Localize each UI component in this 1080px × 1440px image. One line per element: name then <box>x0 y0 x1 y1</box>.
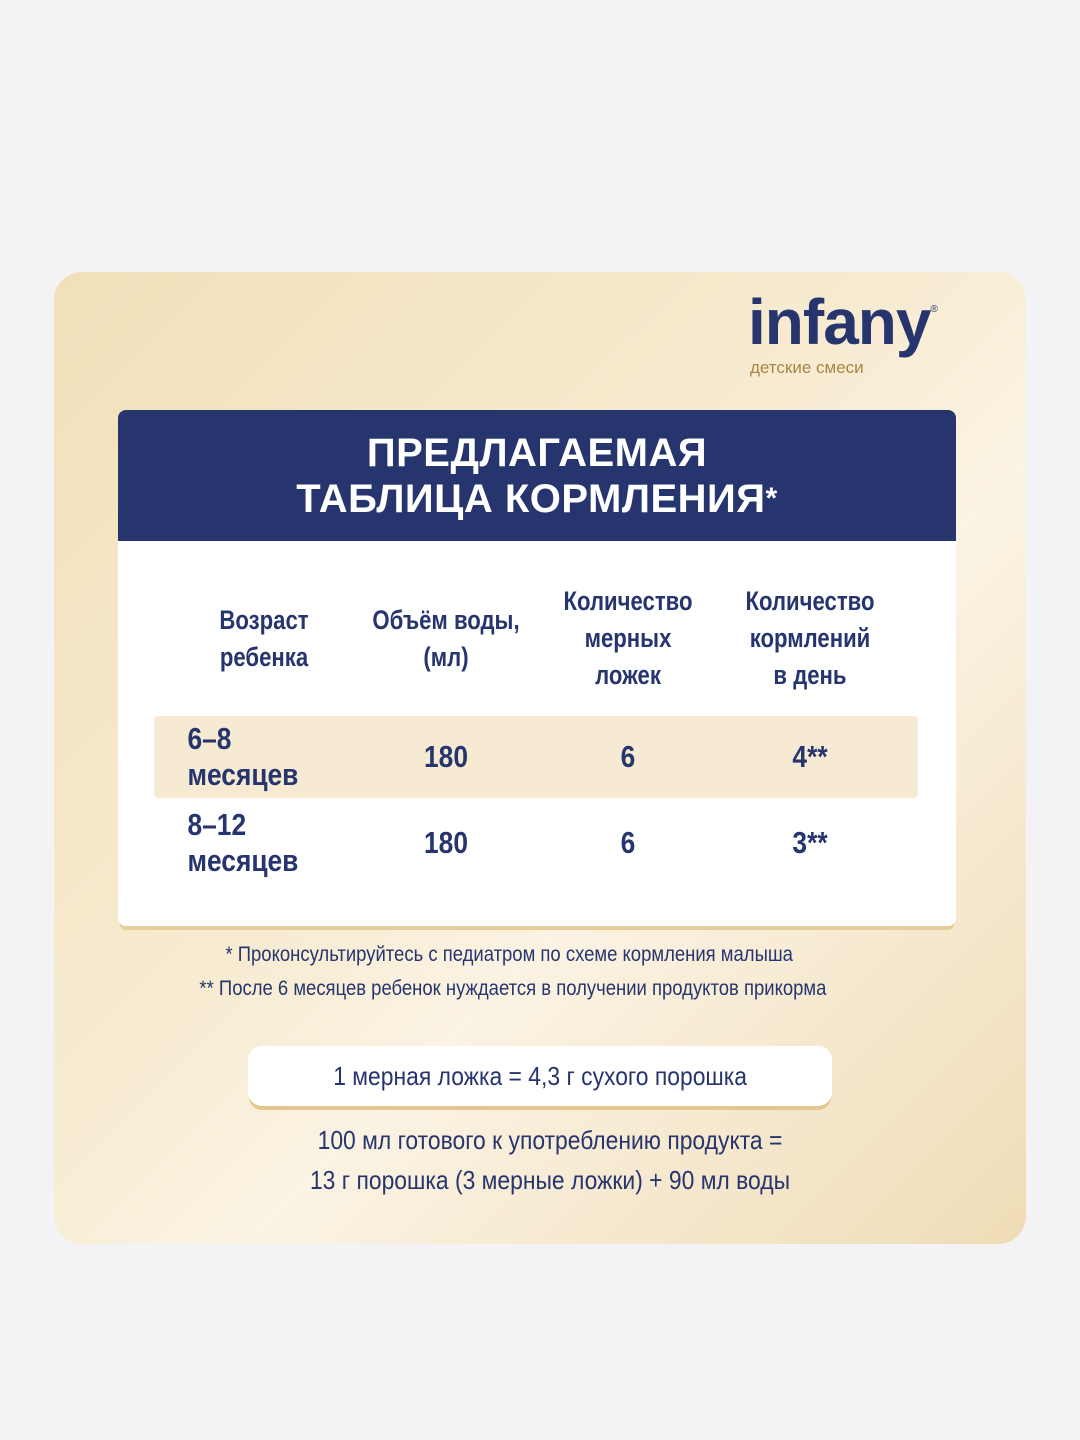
preparation-line2: 13 г порошка (3 мерные ложки) + 90 мл воды <box>309 1165 791 1195</box>
brand-tagline: детские смеси <box>750 358 864 377</box>
cell-age: 6–8 месяцев <box>187 721 299 792</box>
cell-age: 8–12 месяцев <box>187 807 299 878</box>
column-header-scoops-line2: мерных <box>584 623 672 653</box>
cell-feedings: 3** <box>792 825 828 860</box>
column-header-age-line1: Возраст <box>219 605 309 635</box>
scoop-equivalence-badge <box>248 1046 832 1106</box>
feeding-table-panel <box>118 410 956 926</box>
column-header-age-line2: ребенка <box>219 642 309 672</box>
cell-scoops: 6 <box>620 825 636 860</box>
registered-mark: ® <box>930 304 938 315</box>
cell-feedings: 4** <box>792 739 828 774</box>
column-header-feedings-line2: кормлений <box>749 623 871 653</box>
column-header-feedings-line1: Количество <box>745 586 875 616</box>
table-row <box>154 802 918 884</box>
column-header-water-line1: Объём воды, <box>372 605 520 635</box>
brand-logo <box>748 286 938 378</box>
column-headers <box>118 541 956 716</box>
table-header-banner <box>118 410 956 541</box>
table-title-asterisk: * <box>765 481 778 515</box>
table-row <box>154 716 918 798</box>
column-header-feedings <box>736 583 884 694</box>
brand-name: infany <box>748 286 931 358</box>
footnotes <box>140 938 844 1006</box>
column-header-scoops-line1: Количество <box>563 586 693 616</box>
cell-water: 180 <box>424 739 468 774</box>
preparation-note <box>200 1120 900 1200</box>
column-header-scoops-line3: ложек <box>595 660 661 690</box>
preparation-line1: 100 мл готового к употреблению продукта = <box>317 1125 783 1155</box>
footnote-complementary-feeding: ** После 6 месяцев ребенок нуждается в получении продуктов прикорма <box>199 977 827 1000</box>
column-header-water <box>372 602 520 676</box>
table-title-line2: ТАБЛИЦА КОРМЛЕНИЯ <box>296 476 766 521</box>
column-header-age <box>190 602 338 676</box>
cell-water: 180 <box>424 825 468 860</box>
column-header-scoops <box>554 583 702 694</box>
footnote-pediatrician: * Проконсультируйтесь с педиатром по схеме кормления малыша <box>225 943 793 966</box>
table-title-line1: ПРЕДЛАГАЕМАЯ <box>366 430 708 475</box>
scoop-equivalence-text: 1 мерная ложка = 4,3 г сухого порошка <box>333 1060 747 1091</box>
table-title <box>296 430 777 522</box>
cell-scoops: 6 <box>620 739 636 774</box>
column-header-water-line2: (мл) <box>423 642 469 672</box>
column-header-feedings-line3: в день <box>773 660 847 690</box>
